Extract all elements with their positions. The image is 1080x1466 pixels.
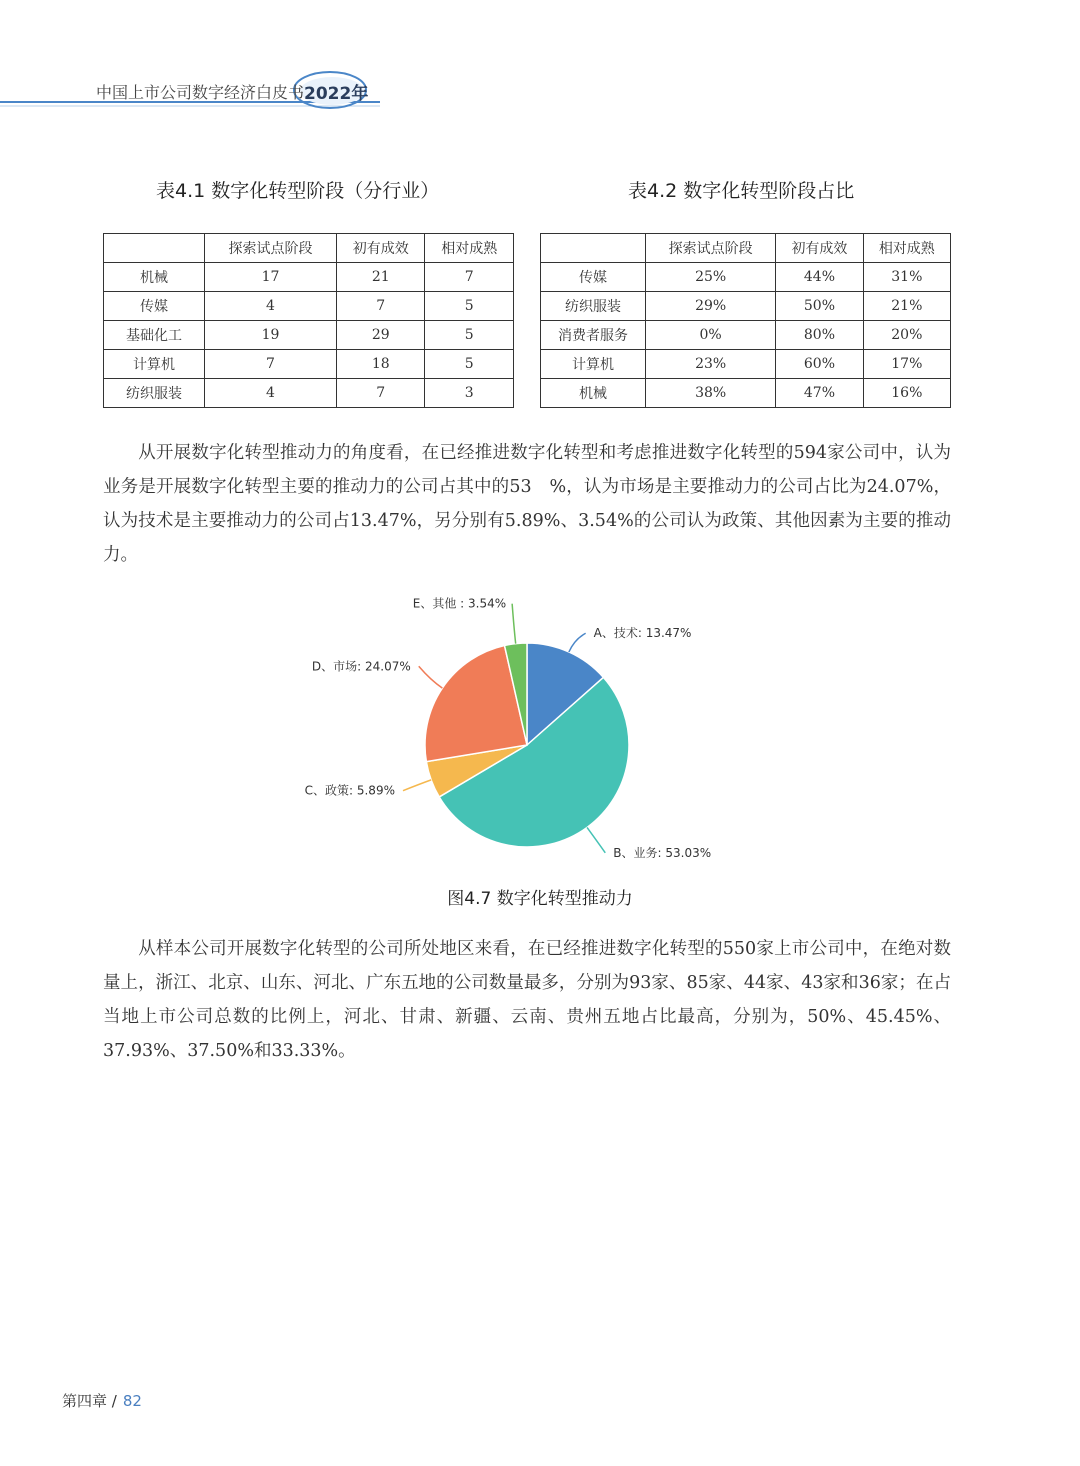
table1	[103, 233, 514, 408]
table-cell: 7	[336, 379, 425, 408]
table-cell: 纺织服装	[541, 292, 646, 321]
table-header-cell: 探索试点阶段	[205, 234, 337, 263]
pie-chart	[280, 590, 780, 870]
pie-slice-label: E、其他 : 3.54%	[412, 596, 507, 611]
table-cell: 纺织服装	[104, 379, 205, 408]
table-header-cell: 初有成效	[336, 234, 425, 263]
table-cell: 23%	[646, 350, 776, 379]
pie-slice-label: C、政策: 5.89%	[304, 783, 395, 798]
table-header-cell	[104, 234, 205, 263]
table2	[540, 233, 951, 408]
table-cell: 17%	[863, 350, 950, 379]
table-cell: 29	[336, 321, 425, 350]
table-cell: 16%	[863, 379, 950, 408]
table-cell: 21%	[863, 292, 950, 321]
table-cell: 机械	[541, 379, 646, 408]
table1-title: 表4.1 数字化转型阶段（分行业）	[156, 180, 440, 202]
table-row	[541, 321, 951, 350]
header-title: 中国上市公司数字经济白皮书	[96, 83, 305, 102]
page-number: 82	[122, 1392, 142, 1410]
table-cell: 29%	[646, 292, 776, 321]
table-cell: 7	[205, 350, 337, 379]
table-row	[541, 379, 951, 408]
figure-caption: 图4.7 数字化转型推动力	[447, 889, 633, 909]
table-cell: 60%	[776, 350, 863, 379]
table-cell: 计算机	[104, 350, 205, 379]
pie-slice-label: B、业务: 53.03%	[613, 845, 712, 860]
table-cell: 7	[425, 263, 514, 292]
table-cell: 传媒	[541, 263, 646, 292]
table-header-cell: 探索试点阶段	[646, 234, 776, 263]
pie-leader-line	[403, 780, 431, 791]
table-cell: 25%	[646, 263, 776, 292]
pie-slice-label: D、市场: 24.07%	[311, 659, 411, 674]
table-header-cell: 相对成熟	[863, 234, 950, 263]
table-cell: 计算机	[541, 350, 646, 379]
table-row	[104, 350, 514, 379]
table-cell: 0%	[646, 321, 776, 350]
table2-title: 表4.2 数字化转型阶段占比	[628, 180, 855, 202]
table-row	[104, 292, 514, 321]
table-cell: 基础化工	[104, 321, 205, 350]
paragraph-drivers	[103, 436, 951, 572]
pie-slice-label: A、技术: 13.47%	[593, 626, 692, 641]
pie-leader-line	[587, 827, 605, 852]
table-header-cell: 相对成熟	[425, 234, 514, 263]
table-cell: 80%	[776, 321, 863, 350]
table-cell: 5	[425, 292, 514, 321]
table-cell: 19	[205, 321, 337, 350]
table-cell: 消费者服务	[541, 321, 646, 350]
table-cell: 38%	[646, 379, 776, 408]
table-cell: 20%	[863, 321, 950, 350]
table-cell: 传媒	[104, 292, 205, 321]
table-row	[541, 263, 951, 292]
table-cell: 5	[425, 321, 514, 350]
footer-chapter: 第四章 /	[62, 1392, 117, 1410]
table-row	[104, 379, 514, 408]
table-row	[541, 350, 951, 379]
table-header-cell	[541, 234, 646, 263]
table-cell: 17	[205, 263, 337, 292]
table-cell: 4	[205, 292, 337, 321]
table-header-row	[104, 234, 514, 263]
pie-leader-line	[569, 633, 586, 652]
table-cell: 18	[336, 350, 425, 379]
table-cell: 4	[205, 379, 337, 408]
table-cell: 44%	[776, 263, 863, 292]
paragraph-regions	[103, 932, 951, 1068]
table-row	[541, 292, 951, 321]
table-header-cell: 初有成效	[776, 234, 863, 263]
table-cell: 3	[425, 379, 514, 408]
table-cell: 31%	[863, 263, 950, 292]
pie-leader-line	[419, 666, 443, 688]
table-cell: 7	[336, 292, 425, 321]
table-row	[104, 321, 514, 350]
table-cell: 50%	[776, 292, 863, 321]
table-cell: 47%	[776, 379, 863, 408]
paragraph-text: 从样本公司开展数字化转型的公司所处地区来看，在已经推进数字化转型的550家上市公司中，在绝对数量上，浙江、北京、山东、河北、广东五地的公司数量最多，分别为93家、85家、44家、43家和36家；在占当地上市公司总数的比例上，河北、甘肃、新疆、云南、贵州五地占比最高，分别为，50%、45.45%、37.93%、37.50%和33.33%。	[103, 939, 951, 1061]
page-footer	[62, 1390, 142, 1411]
table-cell: 21	[336, 263, 425, 292]
table-row	[104, 263, 514, 292]
pie-leader-line	[512, 604, 516, 644]
table-cell: 5	[425, 350, 514, 379]
table-header-row	[541, 234, 951, 263]
table-cell: 机械	[104, 263, 205, 292]
paragraph-text: 从开展数字化转型推动力的角度看，在已经推进数字化转型和考虑推进数字化转型的594家公司中，认为业务是开展数字化转型主要的推动力的公司占其中的53 %，认为市场是主要推动力的公司占比为24.07%，认为技术是主要推动力的公司占13.47%，另分别有5.89%、3.54%的公司认为政策、其他因素为主要的推动力。	[103, 443, 951, 565]
page-header	[0, 60, 1080, 120]
header-year: 2022年	[304, 84, 369, 104]
